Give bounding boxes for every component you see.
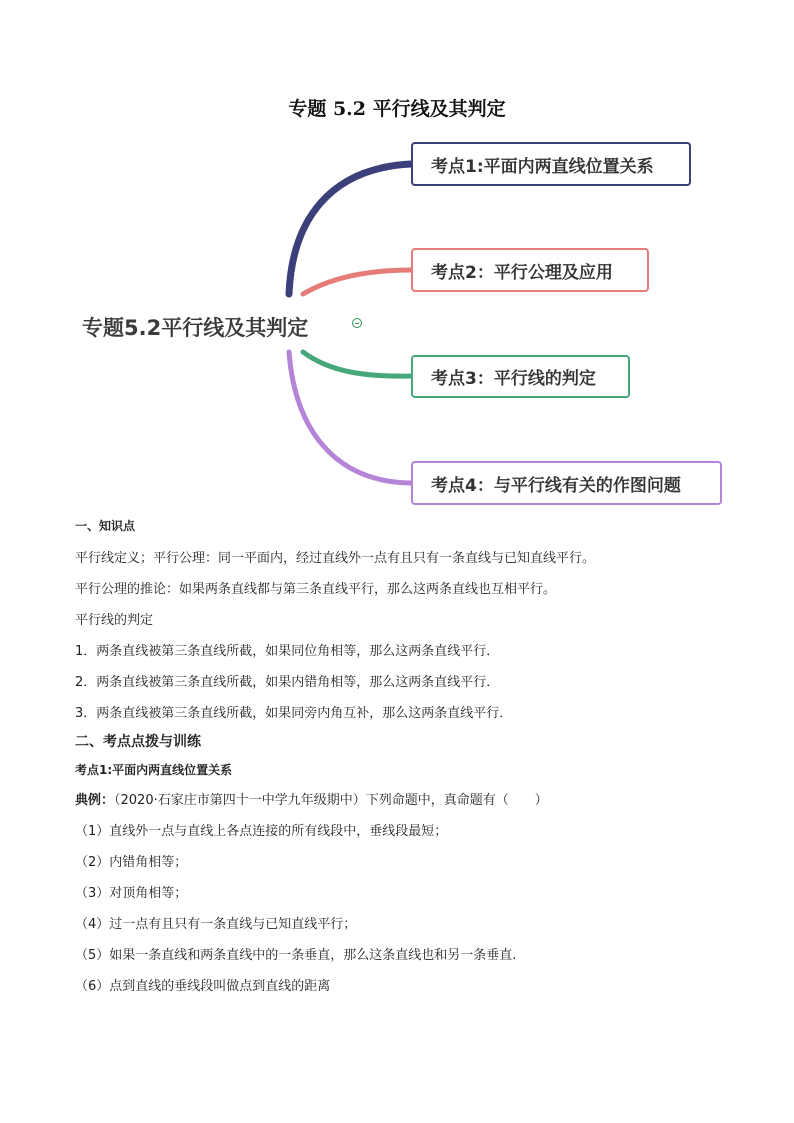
document-body <box>75 518 725 995</box>
section-1-heading: 一、知识点 <box>75 519 136 533</box>
branch-2 <box>303 270 411 294</box>
mind-map-node-3[interactable]: 考点3：平行线的判定 <box>411 355 630 398</box>
branch-3 <box>303 352 411 376</box>
item-6: （6）点到直线的垂线段叫做点到直线的距离 <box>75 979 331 994</box>
item-3: （3）对顶角相等； <box>75 886 188 901</box>
mind-map-branches <box>0 0 794 520</box>
mind-map-central-topic: 专题5.2平行线及其判定 <box>82 316 309 340</box>
item-2: （2）内错角相等； <box>75 855 188 870</box>
rule-1: 1．两条直线被第三条直线所截，如果同位角相等，那么这两条直线平行． <box>75 644 500 659</box>
rule-2: 2．两条直线被第三条直线所截，如果内错角相等，那么这两条直线平行． <box>75 675 500 690</box>
item-4: （4）过一点有且只有一条直线与已知直线平行； <box>75 917 357 932</box>
example-text: （2020·石家庄市第四十一中学九年级期中）下列命题中，真命题有（ ） <box>114 793 548 808</box>
mind-map <box>0 0 794 520</box>
corollary-text: 平行公理的推论：如果两条直线都与第三条直线平行，那么这两条直线也互相平行。 <box>75 582 557 597</box>
rule-3: 3．两条直线被第三条直线所截，如果同旁内角互补，那么这两条直线平行． <box>75 706 513 721</box>
page-title: 专题 5.2 平行线及其判定 <box>288 98 506 120</box>
example-label: 典例： <box>75 793 115 808</box>
mind-map-node-1[interactable]: 考点1:平面内两直线位置关系 <box>411 142 691 186</box>
collapse-toggle-icon[interactable] <box>352 318 362 328</box>
mind-map-node-4[interactable]: 考点4：与平行线有关的作图问题 <box>411 461 722 505</box>
item-5: （5）如果一条直线和两条直线中的一条垂直，那么这条直线也和另一条垂直. <box>75 948 517 963</box>
item-1: （1）直线外一点与直线上各点连接的所有线段中，垂线段最短； <box>75 824 448 839</box>
section-2-heading: 二、考点点拨与训练 <box>75 734 201 750</box>
example-line <box>75 793 725 809</box>
mind-map-node-2[interactable]: 考点2：平行公理及应用 <box>411 248 649 292</box>
judgement-title: 平行线的判定 <box>75 613 154 628</box>
section-2-subheading: 考点1:平面内两直线位置关系 <box>75 763 233 777</box>
definition-text: 平行线定义；平行公理：同一平面内，经过直线外一点有且只有一条直线与已知直线平行。 <box>75 551 596 566</box>
